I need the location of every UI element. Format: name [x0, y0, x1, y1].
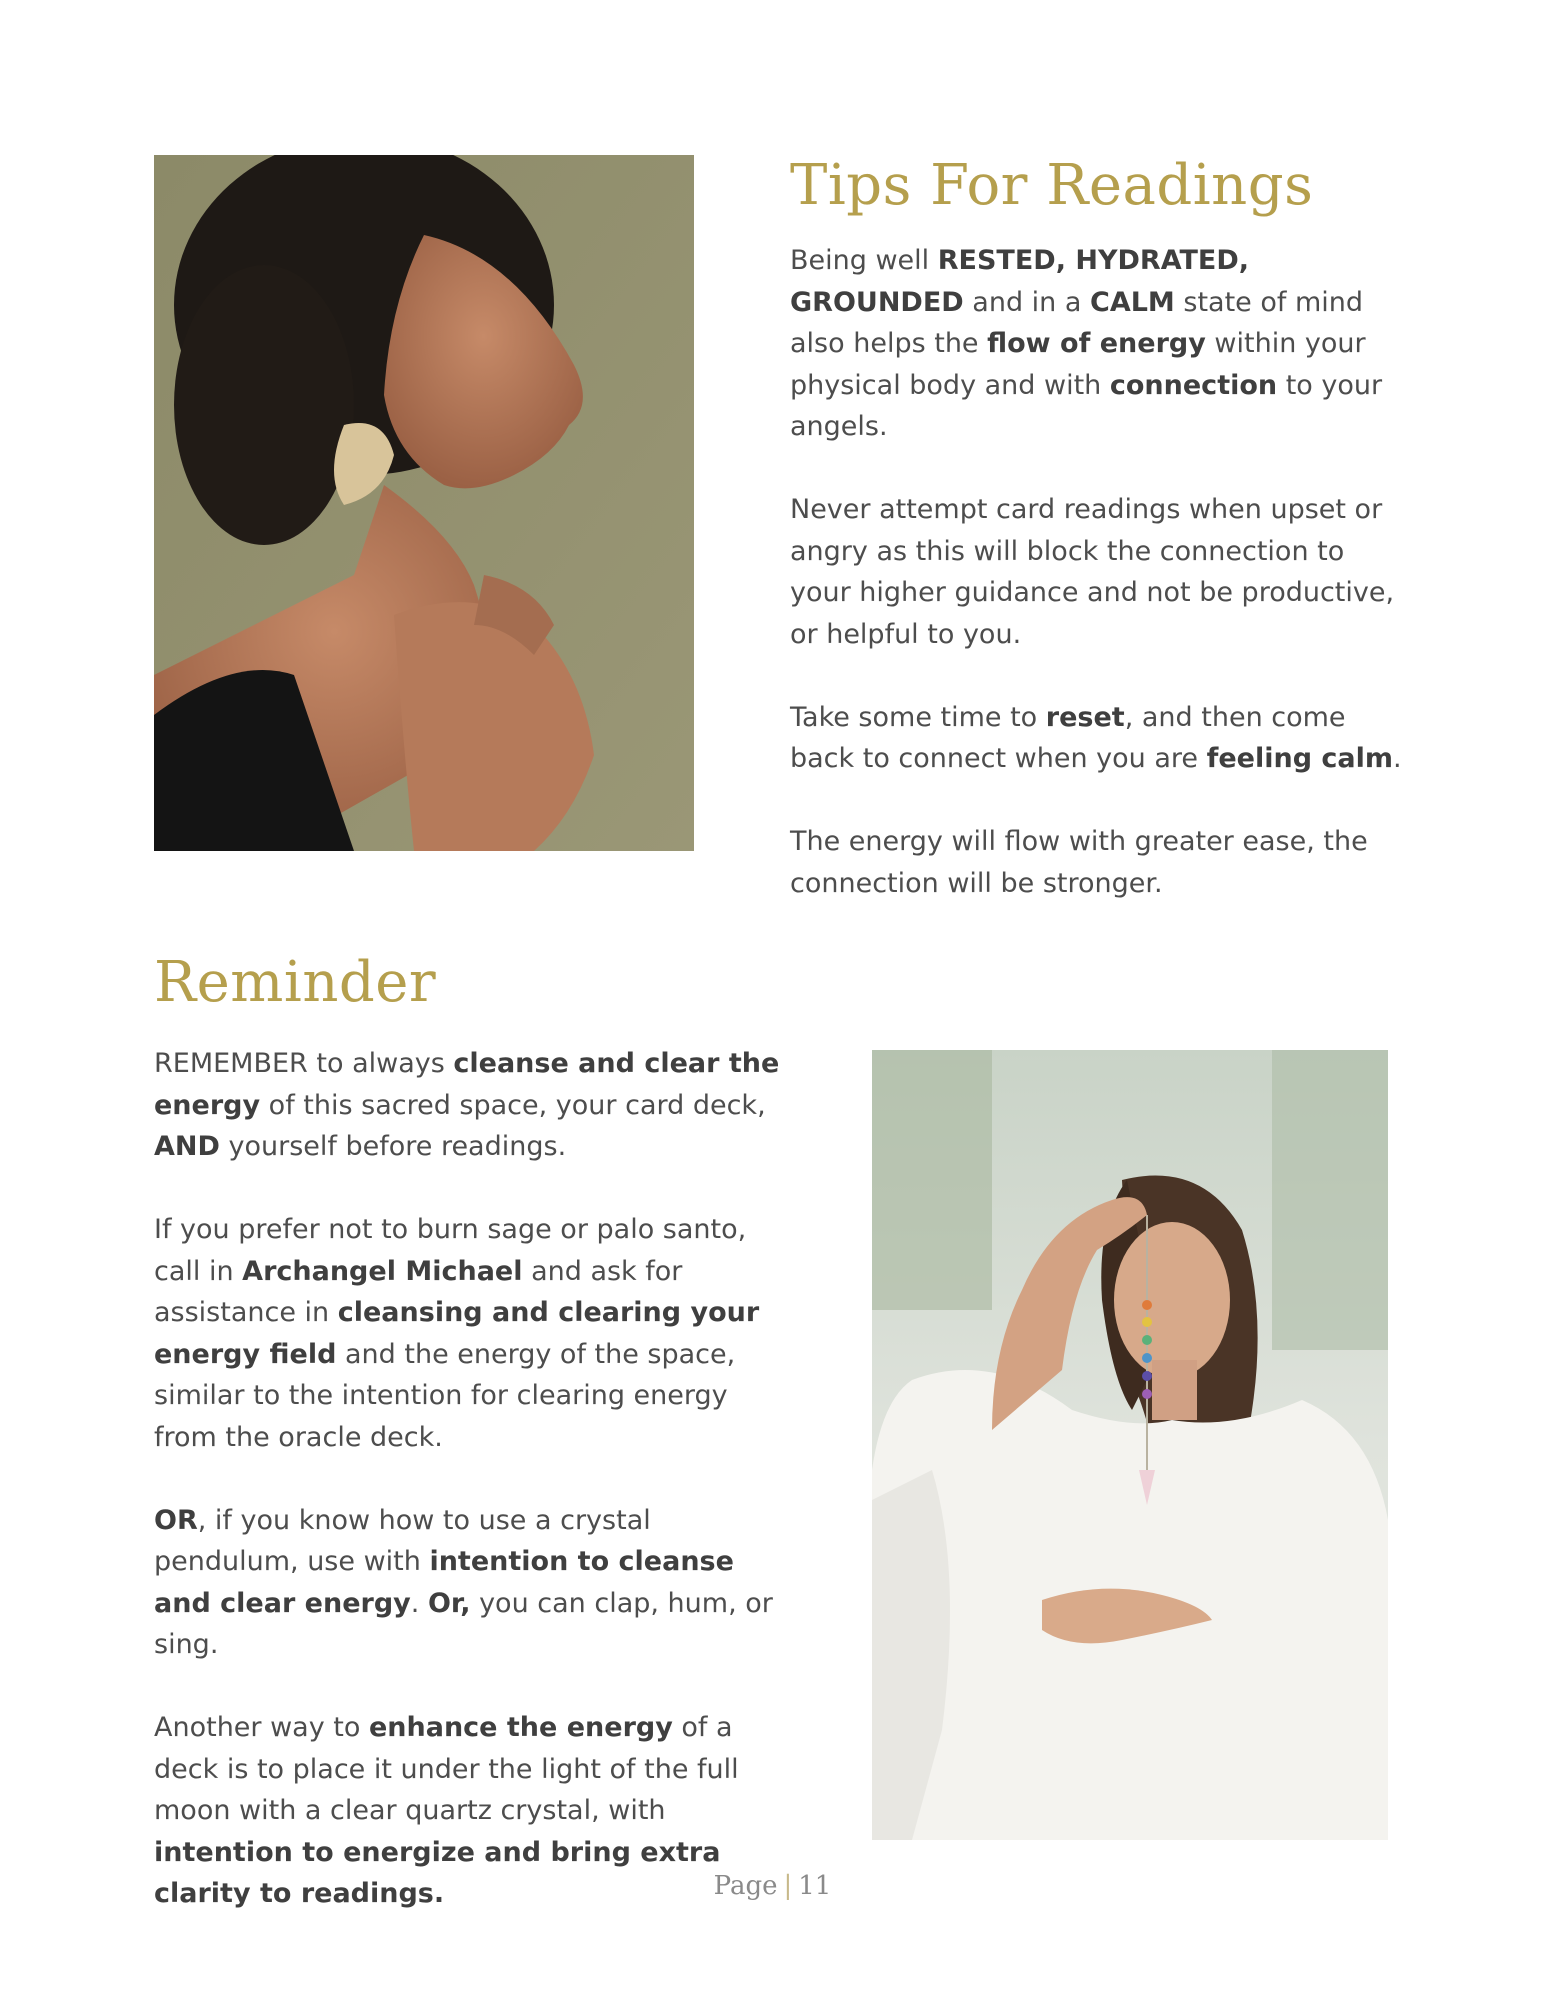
page-footer — [0, 1871, 1545, 1901]
reminder-paragraph-4: Another way to enhance the energy of a deck is to place it under the light of the full moon with a clear quartz crystal, with intention to energize and bring extra clarity to readings. — [154, 1712, 739, 1909]
tips-paragraph-4: The energy will flow with greater ease, the connection will be stronger. — [790, 826, 1368, 899]
reminder-text — [154, 1043, 794, 1915]
footer-separator: | — [783, 1871, 793, 1901]
photo-woman-with-pendulum — [872, 1050, 1388, 1840]
photo-woman-with-pendulum-image — [872, 1050, 1388, 1840]
tips-paragraph-1: Being well RESTED, HYDRATED, GROUNDED and in a CALM state of mind also helps the flow of energy within your physical body and with connection to your angels. — [790, 245, 1383, 442]
photo-woman-hands-on-chest — [154, 155, 694, 851]
reminder-heading: Reminder — [154, 950, 437, 1015]
footer-page-label: Page — [713, 1871, 778, 1901]
footer-page-number: 11 — [798, 1871, 832, 1901]
tips-text — [790, 240, 1410, 904]
reminder-paragraph-1: REMEMBER to always cleanse and clear the energy of this sacred space, your card deck, AND yourself before readings. — [154, 1048, 780, 1162]
reminder-paragraph-2: If you prefer not to burn sage or palo santo, call in Archangel Michael and ask for assistance in cleansing and clearing your energy field and the energy of the space, similar to the intention for clearing energy from the oracle deck. — [154, 1214, 760, 1453]
tips-heading: Tips For Readings — [790, 153, 1314, 218]
photo-woman-hands-on-chest-image — [154, 155, 694, 851]
reminder-paragraph-3: OR, if you know how to use a crystal pendulum, use with intention to cleanse and clear energy. Or, you can clap, hum, or sing. — [154, 1504, 773, 1660]
tips-paragraph-3: Take some time to reset, and then come back to connect when you are feeling calm. — [790, 701, 1402, 774]
tips-paragraph-2: Never attempt card readings when upset or angry as this will block the connection to your higher guidance and not be productive, or helpful to you. — [790, 494, 1395, 650]
